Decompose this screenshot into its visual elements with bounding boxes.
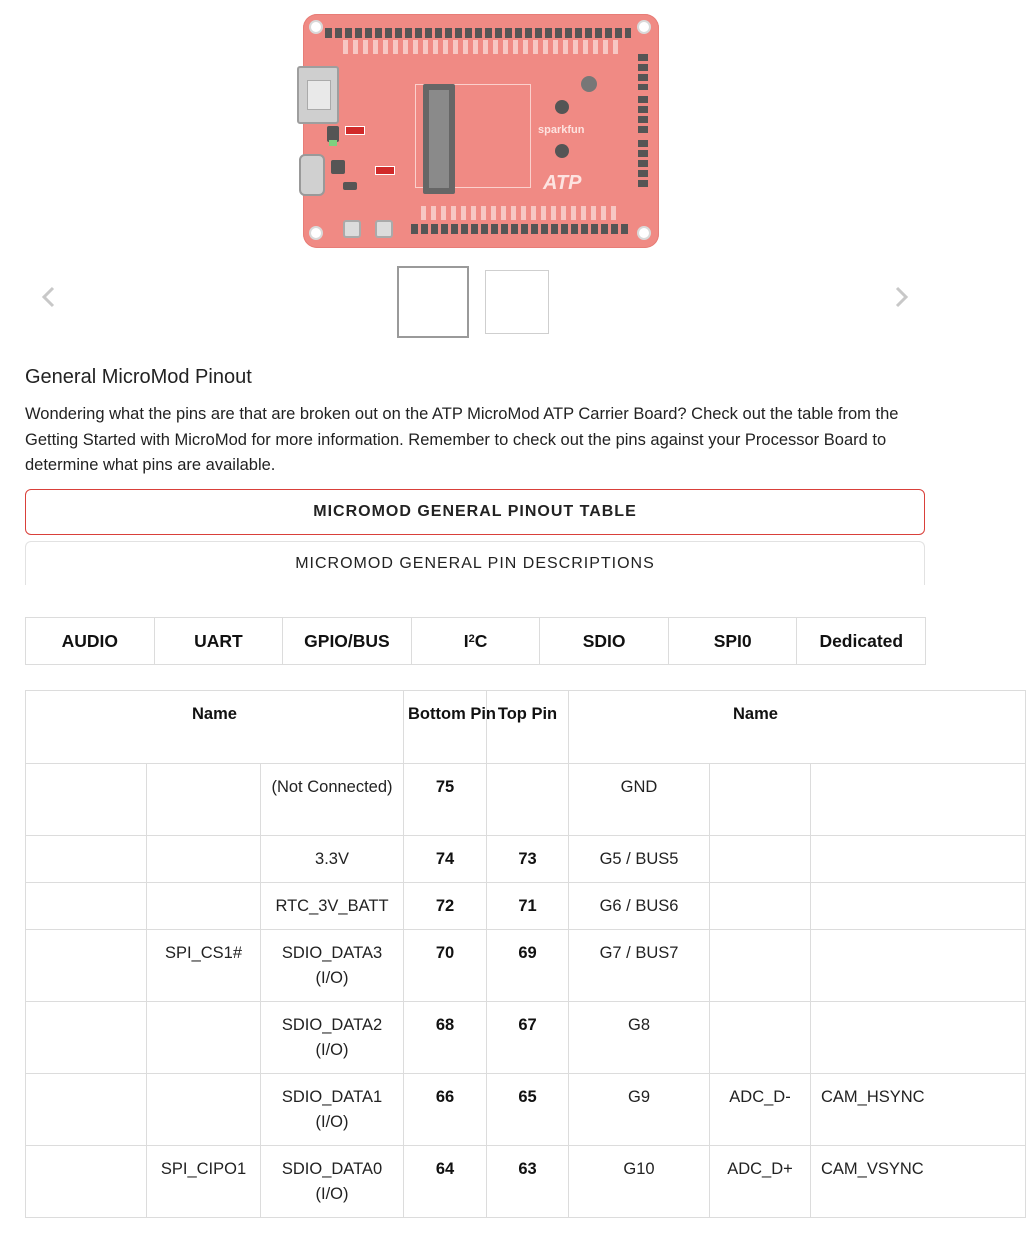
cell-left-1 — [26, 883, 147, 930]
header-top-pin: Top Pin — [487, 691, 569, 764]
tab-dedicated[interactable]: Dedicated — [819, 630, 904, 651]
cell-right-3: CAM_HSYNC — [811, 1074, 1026, 1146]
cell-right-2: ADC_D+ — [710, 1146, 811, 1218]
chevron-left-icon — [36, 282, 62, 312]
tab-i2c-superscript: 2 — [468, 633, 475, 645]
header-bottom-pin: Bottom Pin — [404, 691, 487, 764]
cell-top-pin: 67 — [487, 1002, 569, 1074]
section-title: General MicroMod Pinout — [25, 366, 252, 388]
cell-left-3: SDIO_DATA2 (I/O) — [261, 1002, 404, 1074]
table-row — [26, 1074, 1026, 1146]
gallery-next-button[interactable] — [888, 282, 914, 312]
cell-top-pin: 63 — [487, 1146, 569, 1218]
cell-right-1: G7 / BUS7 — [569, 930, 710, 1002]
cell-left-3: SDIO_DATA3 (I/O) — [261, 930, 404, 1002]
cell-left-1 — [26, 1002, 147, 1074]
table-row — [26, 883, 1026, 930]
cell-left-3: RTC_3V_BATT — [261, 883, 404, 930]
product-gallery — [0, 0, 950, 345]
cell-top-pin — [487, 764, 569, 836]
tab-i2c[interactable] — [412, 618, 541, 664]
cell-top-pin: 73 — [487, 836, 569, 883]
cell-right-1: G5 / BUS5 — [569, 836, 710, 883]
cell-top-pin: 69 — [487, 930, 569, 1002]
chevron-right-icon — [888, 282, 914, 312]
cell-bottom-pin: 72 — [404, 883, 487, 930]
cell-right-1: G10 — [569, 1146, 710, 1218]
tab-audio[interactable]: AUDIO — [26, 618, 155, 664]
tab-i2c-suffix: C — [474, 630, 488, 651]
header-name-right: Name — [569, 691, 1026, 764]
table-row — [26, 764, 1026, 836]
cell-right-1: G6 / BUS6 — [569, 883, 710, 930]
cell-right-2 — [710, 1002, 811, 1074]
table-row — [26, 1002, 1026, 1074]
tab-spi0[interactable]: SPI0 — [669, 618, 798, 664]
tab-uart[interactable]: UART — [155, 618, 284, 664]
cell-left-1 — [26, 1146, 147, 1218]
cell-right-2 — [710, 764, 811, 836]
pinout-table-container — [25, 690, 925, 1220]
tab-gpio-bus[interactable]: GPIO/BUS — [283, 618, 412, 664]
cell-left-3: 3.3V — [261, 836, 404, 883]
cell-right-3 — [811, 764, 1026, 836]
cell-left-1 — [26, 1074, 147, 1146]
table-row — [26, 1146, 1026, 1218]
cell-left-1 — [26, 764, 147, 836]
cell-right-1: GND — [569, 764, 710, 836]
cell-bottom-pin: 74 — [404, 836, 487, 883]
cell-top-pin: 65 — [487, 1074, 569, 1146]
cell-top-pin: 71 — [487, 883, 569, 930]
cell-left-2 — [147, 883, 261, 930]
gallery-thumbnail-2[interactable] — [485, 270, 549, 334]
cell-left-1 — [26, 836, 147, 883]
gallery-prev-button[interactable] — [36, 282, 62, 312]
cell-right-1: G9 — [569, 1074, 710, 1146]
cell-bottom-pin: 64 — [404, 1146, 487, 1218]
cell-right-3 — [811, 930, 1026, 1002]
cell-left-2: SPI_CS1# — [147, 930, 261, 1002]
table-row — [26, 836, 1026, 883]
cell-left-2 — [147, 764, 261, 836]
cell-right-3 — [811, 836, 1026, 883]
cell-right-3 — [811, 1002, 1026, 1074]
cell-bottom-pin: 66 — [404, 1074, 487, 1146]
gallery-thumbnail-1[interactable] — [397, 266, 469, 338]
cell-left-3: (Not Connected) — [261, 764, 404, 836]
cell-bottom-pin: 75 — [404, 764, 487, 836]
tab-sdio[interactable]: SDIO — [540, 618, 669, 664]
section-description: Wondering what the pins are that are broken out on the ATP MicroMod ATP Carrier Board? Check out the table from the Getting Started with MicroMod for more information. Remember to check out the pins against your Processor Board to determine what pins are available. — [25, 405, 899, 474]
header-name-left: Name — [26, 691, 404, 764]
cell-right-2 — [710, 883, 811, 930]
table-row — [26, 930, 1026, 1002]
product-image-board — [303, 14, 659, 248]
cell-left-2 — [147, 1002, 261, 1074]
cell-bottom-pin: 68 — [404, 1002, 487, 1074]
cell-left-3: SDIO_DATA0 (I/O) — [261, 1146, 404, 1218]
pinout-table-button[interactable]: MICROMOD GENERAL PINOUT TABLE — [25, 489, 925, 535]
pin-function-tabs — [25, 617, 926, 665]
cell-right-2: ADC_D- — [710, 1074, 811, 1146]
cell-left-3: SDIO_DATA1 (I/O) — [261, 1074, 404, 1146]
cell-right-3: CAM_VSYNC — [811, 1146, 1026, 1218]
pinout-table — [25, 690, 1026, 1218]
cell-left-2: SPI_CIPO1 — [147, 1146, 261, 1218]
board-brand-label: sparkfun — [538, 124, 585, 136]
pin-descriptions-button[interactable]: MICROMOD GENERAL PIN DESCRIPTIONS — [25, 541, 925, 585]
cell-left-2 — [147, 836, 261, 883]
cell-right-2 — [710, 836, 811, 883]
cell-left-2 — [147, 1074, 261, 1146]
tab-i2c-prefix: I — [463, 630, 469, 651]
cell-left-1 — [26, 930, 147, 1002]
board-model-label: ATP — [543, 172, 582, 194]
cell-bottom-pin: 70 — [404, 930, 487, 1002]
cell-right-3 — [811, 883, 1026, 930]
cell-right-2 — [710, 930, 811, 1002]
cell-right-1: G8 — [569, 1002, 710, 1074]
